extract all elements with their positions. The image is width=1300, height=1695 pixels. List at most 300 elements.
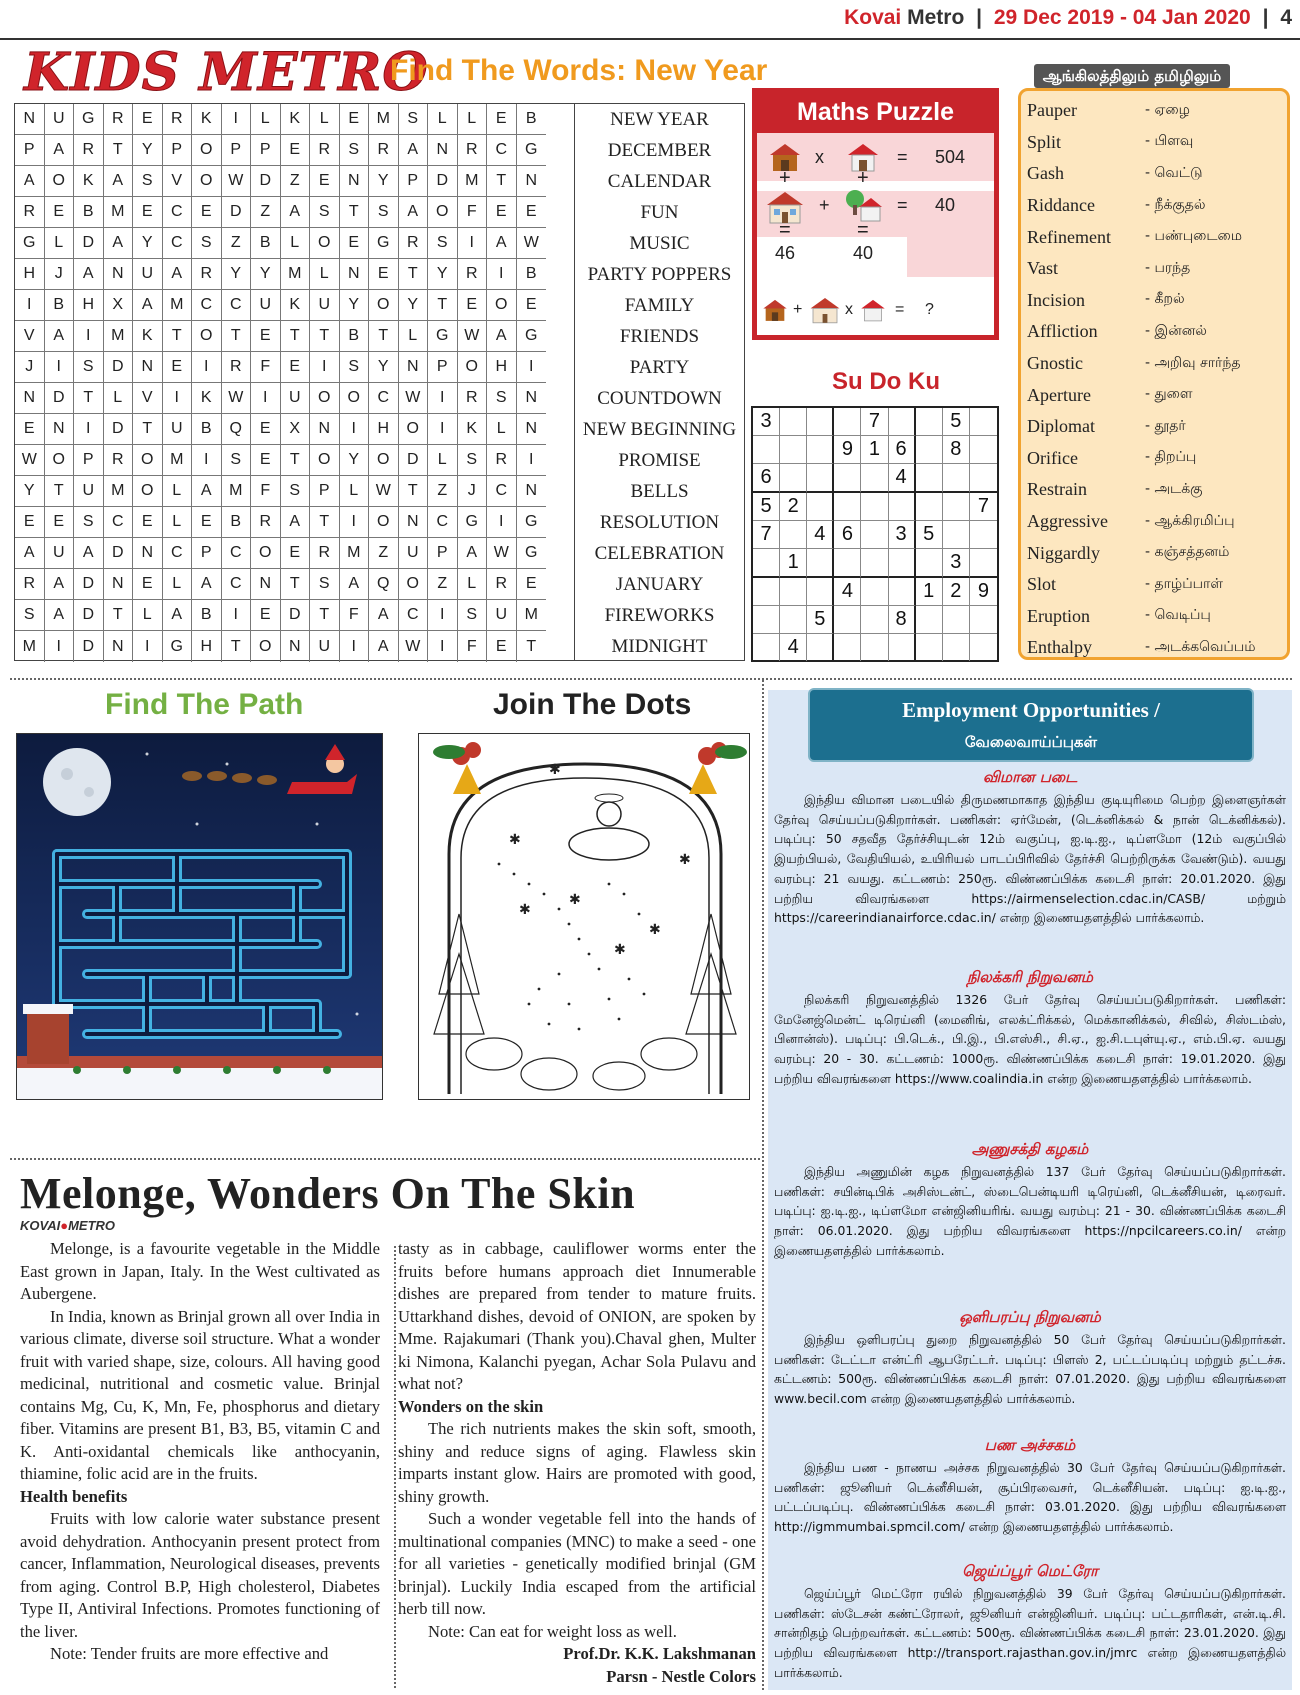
sudoku-cell <box>807 436 834 464</box>
article-paragraph: The rich nutrients makes the skin soft, smooth, shiny and reduce signs of aging. Flawless skin imparts instant glow. Hairs are promoted with good, shiny growth. <box>398 1419 756 1506</box>
word-search-word: NEW BEGINNING <box>582 418 737 440</box>
word-search-cell: O <box>192 321 222 352</box>
vocabulary-tamil: - அறிவு சார்ந்த <box>1145 354 1241 371</box>
word-search-cell: N <box>133 352 163 383</box>
word-search-cell: I <box>428 414 458 445</box>
article-paragraph: Melonge, is a favourite vegetable in the Middle East grown in Japan, Italy. In the West cultivated as Aubergene. <box>20 1239 380 1303</box>
job-body: ஜெய்ப்பூர் மெட்ரோ ரயில் நிறுவனத்தில் 39 பேர் தேர்வு செய்யப்படுகிறார்கள். பணிகள்: ஸ்டேசன் கண்ட்ரோலர், ஜூனியர் என்ஜினியர். படிப்பு: பட்டதாரிகள், என்.டி.சி. சான்றிதழ் பெற்றவர்கள். கட்டணம்: 500ரூ. விண்ணப்பிக்க கடைசி நாள்: 23.01.2020. இது பற்றிய விவரங்களை http://transport.rajasthan.gov.in/jmrc என்ற இணையதளத்தில் பார்க்கலாம். <box>774 1586 1286 1680</box>
sudoku-cell: 4 <box>834 578 861 606</box>
word-search-cell: E <box>251 445 281 476</box>
word-search-cell: I <box>340 631 370 662</box>
word-search-cell: M <box>104 476 134 507</box>
word-search-cell: E <box>192 197 222 228</box>
word-search-cell: T <box>281 569 311 600</box>
issue-date: 29 Dec 2019 - 04 Jan 2020 <box>993 6 1251 29</box>
sudoku-cell <box>861 606 888 634</box>
word-search-cell: O <box>251 538 281 569</box>
word-search-cell: P <box>74 445 104 476</box>
word-search-cell: N <box>517 383 547 414</box>
word-search-cell: A <box>281 507 311 538</box>
word-search-cell: C <box>222 569 252 600</box>
vocabulary-english: Affliction <box>1027 321 1098 342</box>
word-search-cell: I <box>310 352 340 383</box>
word-search-row <box>15 104 574 135</box>
word-search-cell: J <box>15 352 45 383</box>
word-search-cell: A <box>45 569 75 600</box>
word-search-cell: I <box>74 414 104 445</box>
sudoku-cell: 5 <box>753 493 780 521</box>
brand-metro: Metro <box>907 6 965 29</box>
word-search-cell: U <box>310 290 340 321</box>
sudoku-cell <box>834 408 861 436</box>
logo-dot-icon: ● <box>60 1218 69 1233</box>
word-search-cell: I <box>222 104 252 135</box>
vocabulary-tamil: - திறப்பு <box>1145 449 1197 466</box>
result-value: 504 <box>935 147 966 167</box>
vocabulary-row <box>1027 506 1281 538</box>
word-search-cell: L <box>163 507 193 538</box>
word-search-cell: P <box>399 166 429 197</box>
word-search-row <box>15 631 574 662</box>
word-search-cell: E <box>192 507 222 538</box>
sudoku-cell <box>943 606 970 634</box>
job-listing <box>774 1562 1286 1683</box>
word-search-cell: M <box>163 290 193 321</box>
article-subheading: Wonders on the skin <box>398 1396 544 1416</box>
find-path-title: Find The Path <box>105 688 304 721</box>
sudoku-cell: 6 <box>889 436 916 464</box>
word-search-cell: R <box>399 228 429 259</box>
vocabulary-english: Niggardly <box>1027 542 1100 563</box>
vocabulary-row <box>1027 411 1281 443</box>
word-search-cell: O <box>369 507 399 538</box>
sudoku-cell <box>889 634 916 661</box>
sudoku-cell <box>916 436 943 464</box>
word-search-cell: I <box>15 290 45 321</box>
section-divider <box>10 678 1292 680</box>
word-search-cell: T <box>487 166 517 197</box>
word-search-cell: I <box>487 259 517 290</box>
sudoku-cell: 9 <box>834 436 861 464</box>
vocabulary-row <box>1027 632 1281 664</box>
word-search-cell: D <box>74 569 104 600</box>
sudoku-cell <box>834 493 861 521</box>
word-search-cell: G <box>517 538 547 569</box>
vocabulary-english: Riddance <box>1027 195 1095 216</box>
word-search-cell: R <box>487 569 517 600</box>
word-search-cell: I <box>163 383 193 414</box>
vocabulary-english: Gnostic <box>1027 353 1083 374</box>
word-search-cell: C <box>222 290 252 321</box>
sudoku-cell <box>916 493 943 521</box>
word-search-cell: T <box>104 135 134 166</box>
sudoku-cell: 8 <box>889 606 916 634</box>
sudoku-cell <box>916 549 943 578</box>
word-search-cell: I <box>74 321 104 352</box>
word-search-cell: N <box>428 135 458 166</box>
word-search-word: JANUARY <box>615 573 704 595</box>
word-search-cell: H <box>74 290 104 321</box>
word-search-row <box>15 414 574 445</box>
maths-puzzle-body <box>757 133 994 335</box>
sudoku-cell <box>861 493 888 521</box>
word-search-cell: A <box>104 228 134 259</box>
word-search-cell: I <box>45 631 75 662</box>
sudoku-cell <box>943 493 970 521</box>
word-search-cell: B <box>340 321 370 352</box>
word-search-cell: G <box>517 321 547 352</box>
word-search-cell: I <box>458 228 488 259</box>
vocabulary-tamil: - பண்புடைமை <box>1145 228 1243 245</box>
vocabulary-box <box>1018 88 1290 660</box>
word-search-cell: O <box>45 445 75 476</box>
word-search-cell: L <box>428 445 458 476</box>
word-search-cell: I <box>192 445 222 476</box>
column-total: 46 <box>775 243 796 263</box>
vocabulary-row <box>1027 158 1281 190</box>
word-search-cell: N <box>340 259 370 290</box>
article-paragraph: Note: Tender fruits are more effective and <box>50 1644 329 1663</box>
word-search-cell: U <box>133 259 163 290</box>
word-search-cell: T <box>399 259 429 290</box>
word-search-cell: L <box>458 104 488 135</box>
word-search-cell: A <box>104 166 134 197</box>
word-search-cell: E <box>487 631 517 662</box>
sudoku-cell <box>780 521 807 549</box>
word-search-cell: H <box>369 414 399 445</box>
sudoku-cell <box>807 493 834 521</box>
maths-puzzle <box>752 88 999 340</box>
word-search-cell: Z <box>428 476 458 507</box>
sudoku-cell <box>780 578 807 606</box>
word-search-cell: P <box>15 135 45 166</box>
word-search-cell: Y <box>251 259 281 290</box>
logo-kovai: KOVAI <box>20 1218 61 1233</box>
sudoku-cell <box>753 436 780 464</box>
word-search-cell: E <box>487 104 517 135</box>
word-search-cell: U <box>74 476 104 507</box>
vocabulary-english: Gash <box>1027 163 1064 184</box>
sudoku-cell: 9 <box>970 578 997 606</box>
word-search-cell: S <box>74 352 104 383</box>
word-search-cell: L <box>399 321 429 352</box>
word-search-cell: O <box>310 445 340 476</box>
sudoku-cell: 2 <box>780 493 807 521</box>
word-search-cell: U <box>399 538 429 569</box>
word-search-word: FRIENDS <box>619 325 700 347</box>
vocabulary-english: Enthalpy <box>1027 637 1092 658</box>
word-search-cell: R <box>222 352 252 383</box>
sudoku-cell <box>834 606 861 634</box>
word-search-cell: V <box>133 383 163 414</box>
word-search-cell: R <box>74 135 104 166</box>
word-search-cell: C <box>428 507 458 538</box>
result-value: 40 <box>935 195 956 215</box>
word-search-cell: W <box>222 383 252 414</box>
word-search-cell: T <box>526 637 537 655</box>
sudoku-cell <box>889 578 916 606</box>
word-search-cell: T <box>281 321 311 352</box>
operator-equals: = <box>895 301 905 318</box>
dot-to-dot-graphic <box>419 734 750 1100</box>
word-search-cell: O <box>192 135 222 166</box>
word-search-cell: N <box>251 569 281 600</box>
word-search-cell: T <box>45 476 75 507</box>
word-search-cell: V <box>15 321 45 352</box>
word-search-cell: O <box>133 476 163 507</box>
word-search-cell: P <box>428 352 458 383</box>
operator-equals: = <box>779 219 791 241</box>
word-search-word: NEW YEAR <box>610 108 709 130</box>
word-search-cell: N <box>104 631 134 662</box>
word-search-word: FIREWORKS <box>604 604 715 626</box>
word-search-cell: E <box>15 507 45 538</box>
word-search-cell: I <box>251 383 281 414</box>
word-search-cell: I <box>487 507 517 538</box>
word-search-cell: B <box>251 228 281 259</box>
article-title: Melonge, Wonders On The Skin <box>20 1169 636 1218</box>
word-search-cell: F <box>251 476 281 507</box>
word-search-cell: L <box>281 228 311 259</box>
word-search-cell: D <box>104 352 134 383</box>
word-search-cell: Q <box>222 414 252 445</box>
house-mansion-icon <box>809 295 841 325</box>
word-search-cell: D <box>104 414 134 445</box>
word-search-cell: E <box>45 507 75 538</box>
svg-text:✱: ✱ <box>614 943 626 958</box>
word-search-cell: D <box>74 600 104 631</box>
word-search-cell: Y <box>399 290 429 321</box>
word-search-cell: C <box>163 538 193 569</box>
employment-title-en: Employment Opportunities / <box>902 698 1160 722</box>
word-search-row <box>15 352 574 383</box>
word-search-cell: E <box>281 352 311 383</box>
maths-puzzle-title: Maths Puzzle <box>757 93 994 133</box>
word-search-cell: F <box>458 631 488 662</box>
word-search-cell: A <box>369 600 399 631</box>
sudoku-cell: 3 <box>753 408 780 436</box>
job-body: இந்திய பண - நாணய அச்சக நிறுவனத்தில் 30 பேர் தேர்வு செய்யப்படுகிறார்கள். பணிகள்: ஜூனியர் டெக்னீசியன், சூப்பிரவைசர், டெக்னீசியன். படிப்பு: ஐ.டி.ஐ., பட்டப்படிப்பு. விண்ணப்பிக்க கடைசி நாள்: 03.01.2020. இது பற்றிய விவரங்களை http://igmmumbai.spmcil.com/ என்ற இணையதளத்தில் பார்க்கலாம். <box>774 1460 1286 1535</box>
word-search-cell: A <box>163 259 193 290</box>
word-search-grid <box>14 103 575 661</box>
word-search-cell: Z <box>222 228 252 259</box>
column-total: 40 <box>853 243 874 263</box>
word-search-word: FUN <box>640 201 679 223</box>
word-search-cell: E <box>517 197 547 228</box>
word-search-cell: E <box>369 259 399 290</box>
sudoku-cell: 1 <box>916 578 943 606</box>
word-search-cell: K <box>133 321 163 352</box>
word-search-cell: L <box>133 600 163 631</box>
word-search-cell: R <box>458 259 488 290</box>
sudoku-cell: 3 <box>889 521 916 549</box>
job-body: இந்திய விமான படையில் திருமணமாகாத இந்திய குடியுரிமை பெற்ற இளைஞர்கள் தேர்வு செய்யப்படுகிறார்கள். பணிகள்: ஏர்மேன், (டெக்னிக்கல் & நான் டெக்னிக்கல்). படிப்பு: 50 சதவீத தேர்ச்சியுடன் 12ம் வகுப்பு, ஐ.டி.ஐ., டிப்ளமோ (12ம் வகுப்பில் இயற்பியல், வேதியியல், உயிரியல் பாடப்பிரிவில் தேர்ச்சி பெற்றிருக்க வேண்டும்). வயது வரம்பு: 21 வயது. கட்டணம்: 250ரூ. விண்ணப்பிக்க கடைசி நாள்: 20.01.2020. இது பற்றிய விவரங்களை https://airmenselection.cdac.in/CASB/ மற்றும் https://careerindianairforce.cdac.in/ என்ற இணையதளத்தில் பார்க்கலாம். <box>774 792 1286 926</box>
word-search-word: COUNTDOWN <box>597 387 722 409</box>
word-search-cell: Z <box>251 197 281 228</box>
job-heading: விமான படை <box>982 768 1078 786</box>
word-search-cell: N <box>133 538 163 569</box>
word-search-cell: C <box>104 507 134 538</box>
word-search-row <box>15 321 574 352</box>
word-search-cell: I <box>340 414 370 445</box>
word-search-cell: W <box>399 383 429 414</box>
word-search-cell: O <box>487 290 517 321</box>
word-search-cell: D <box>281 600 311 631</box>
word-search-cell: W <box>458 321 488 352</box>
sudoku-cell: 5 <box>916 521 943 549</box>
word-search-cell: S <box>369 197 399 228</box>
sudoku-cell: 1 <box>861 436 888 464</box>
word-search-cell: N <box>399 352 429 383</box>
word-search-cell: G <box>458 507 488 538</box>
word-search-cell: A <box>45 135 75 166</box>
vocabulary-tamil: - தாழ்ப்பாள் <box>1145 575 1223 592</box>
word-search-cell: D <box>428 166 458 197</box>
word-search-cell: M <box>369 104 399 135</box>
sudoku-cell: 6 <box>834 521 861 549</box>
word-search-cell: X <box>281 414 311 445</box>
word-search-cell: G <box>369 228 399 259</box>
word-search-cell: Y <box>369 352 399 383</box>
word-search-cell: M <box>340 538 370 569</box>
word-search-cell: G <box>428 321 458 352</box>
word-search-cell: L <box>428 104 458 135</box>
job-body: நிலக்கரி நிறுவனத்தில் 1326 பேர் தேர்வு செய்யப்படுகிறார்கள். பணிகள்: மேனேஜ்மென்ட் டிரெய்னி (மைனிங், எலக்ட்ரிக்கல், மெக்கானிக்கல், சிவில், சிஸ்டம்ஸ், பினான்ஸ்). படிப்பு: பி.டெக்., பி.இ., பி.எஸ்சி., சி.ஏ., ஐ.சி.டபுள்யு.ஏ., எம்.பி.ஏ. வயது வரம்பு: 20 - 30. கட்டணம்: 1000ரூ. விண்ணப்பிக்க கடைசி நாள்: 19.01.2020. இது பற்றிய விவரங்களை https://www.coalindia.in என்ற இணையதளத்தில் பார்க்கலாம். <box>774 992 1286 1086</box>
vocabulary-tamil: - இன்னல் <box>1145 322 1207 339</box>
vocabulary-row <box>1027 348 1281 380</box>
sudoku-cell: 3 <box>943 549 970 578</box>
word-search-cell: G <box>517 135 547 166</box>
article-paragraph: Such a wonder vegetable fell into the hands of multinational companies (MNC) to make a seed - one for all varieties - genetically modified brinjal (GM brinjal). Luckily India escaped from the artificial herb till now. <box>398 1509 756 1618</box>
vocabulary-english: Split <box>1027 131 1062 152</box>
word-search-cell: O <box>310 383 340 414</box>
job-listing <box>774 768 1286 928</box>
article-paragraph: tasty as in cabbage, cauliflower worms enter the fruits before humans approach diet Innumerable dishes are prepared from tender to mature fruits. Uttarkhand dishes, devoid of ONION, are spoken by Mme. Rajakumari (Thank you).Chaval ghen, Multer ki Nimona, Kalanchi pyegan, Achar Sola Pulavu and what not? <box>398 1239 756 1393</box>
sudoku-cell <box>943 634 970 661</box>
word-search-cell: R <box>192 259 222 290</box>
column-divider <box>762 680 764 1690</box>
word-search-cell: F <box>340 600 370 631</box>
word-search-cell: R <box>104 104 134 135</box>
word-search-row <box>15 290 574 321</box>
word-search-cell: N <box>104 259 134 290</box>
vocabulary-tamil: - நீக்குதல் <box>1145 196 1206 213</box>
word-search-cell: A <box>163 600 193 631</box>
article-column-2 <box>398 1238 756 1688</box>
article-byline: Parsn - Nestle Colors <box>606 1666 756 1686</box>
job-listing <box>774 1308 1286 1409</box>
job-listing <box>774 1140 1286 1261</box>
sudoku-cell <box>916 464 943 493</box>
word-search-cell: A <box>15 538 45 569</box>
word-search-cell: A <box>133 290 163 321</box>
sudoku-cell: 4 <box>889 464 916 493</box>
word-search-cell: D <box>104 538 134 569</box>
sudoku-cell <box>834 634 861 661</box>
vocabulary-row <box>1027 569 1281 601</box>
word-search-cell: Y <box>133 228 163 259</box>
word-search-cell: I <box>517 352 547 383</box>
sudoku-title: Su Do Ku <box>832 368 940 395</box>
word-search-row <box>15 569 574 600</box>
word-search-cell: L <box>163 569 193 600</box>
word-search-cell: M <box>517 600 547 631</box>
word-search-cell: P <box>428 538 458 569</box>
word-search-cell: U <box>281 383 311 414</box>
vocabulary-tamil: - அடக்கு <box>1145 480 1203 497</box>
word-search-cell: L <box>251 104 281 135</box>
vocabulary-english: Vast <box>1027 258 1058 279</box>
word-search-cell: T <box>74 383 104 414</box>
sudoku-cell <box>970 521 997 549</box>
word-search-cell: H <box>487 352 517 383</box>
word-search-cell: S <box>458 600 488 631</box>
word-search-cell: T <box>399 476 429 507</box>
word-search-cell: P <box>163 135 193 166</box>
sudoku-cell <box>861 578 888 606</box>
word-search-cell: R <box>310 538 340 569</box>
word-search-cell: E <box>340 104 370 135</box>
word-search-cell: Y <box>428 259 458 290</box>
sudoku-cell <box>807 408 834 436</box>
word-search-cell: T <box>310 321 340 352</box>
word-search-cell: N <box>15 104 45 135</box>
word-search-cell: L <box>487 414 517 445</box>
job-heading: ஒளிபரப்பு நிறுவனம் <box>959 1308 1101 1326</box>
word-search-cell: S <box>487 383 517 414</box>
word-search-cell: E <box>133 197 163 228</box>
job-heading: ஜெய்ப்பூர் மெட்ரோ <box>962 1562 1098 1580</box>
word-search-word: RESOLUTION <box>599 511 720 533</box>
sudoku-cell <box>916 606 943 634</box>
word-search-cell: U <box>251 290 281 321</box>
sudoku-cell <box>970 408 997 436</box>
maze-illustration <box>16 733 383 1100</box>
word-search-cell: G <box>163 631 193 662</box>
word-search-cell: O <box>399 569 429 600</box>
word-search-cell: L <box>340 476 370 507</box>
word-search-cell: H <box>192 631 222 662</box>
word-search-cell: K <box>281 104 311 135</box>
word-search-cell: D <box>74 228 104 259</box>
sudoku-cell <box>861 634 888 661</box>
word-search-cell: A <box>192 569 222 600</box>
word-search-title: Find The Words: New Year <box>390 54 768 87</box>
vocabulary-english: Diplomat <box>1027 416 1095 437</box>
job-body: இந்திய அணுமின் கழக நிறுவனத்தில் 137 பேர் தேர்வு செய்யப்படுகிறார்கள். பணிகள்: சயின்டிபிக் அசிஸ்டன்ட், ஸ்டைபென்டியரி டிரெய்னி, டெக்னீசியன், டிரைவர். படிப்பு: ஐ.டி.ஐ., டிப்ளமோ என்ஜினியரிங். வயது வரம்பு: 21 - 30. விண்ணப்பிக்க கடைசி நாள்: 06.01.2020. இது பற்றிய விவரங்களை https://npcilcareers.co.in/ என்ற இணையதளத்தில் பார்க்கலாம். <box>774 1164 1286 1258</box>
sudoku-cell <box>889 549 916 578</box>
maze-graphic <box>17 734 383 1100</box>
word-search-cell: B <box>517 104 547 135</box>
vocabulary-row <box>1027 285 1281 317</box>
word-search-cell: N <box>15 383 45 414</box>
word-search-cell: R <box>251 507 281 538</box>
sudoku-cell <box>753 634 780 661</box>
word-search-cell: T <box>369 321 399 352</box>
word-search-cell: K <box>192 104 222 135</box>
article-column-1 <box>20 1238 380 1666</box>
word-search-cell: O <box>340 383 370 414</box>
word-search-cell: C <box>192 290 222 321</box>
word-search-word: MUSIC <box>629 232 690 254</box>
word-search-row <box>15 538 574 569</box>
word-search-cell: U <box>45 538 75 569</box>
word-search-cell: T <box>133 414 163 445</box>
word-search-cell: Y <box>222 259 252 290</box>
column-divider <box>394 1246 396 1688</box>
sudoku-cell: 4 <box>780 634 807 661</box>
kovai-metro-logo <box>20 1218 115 1233</box>
